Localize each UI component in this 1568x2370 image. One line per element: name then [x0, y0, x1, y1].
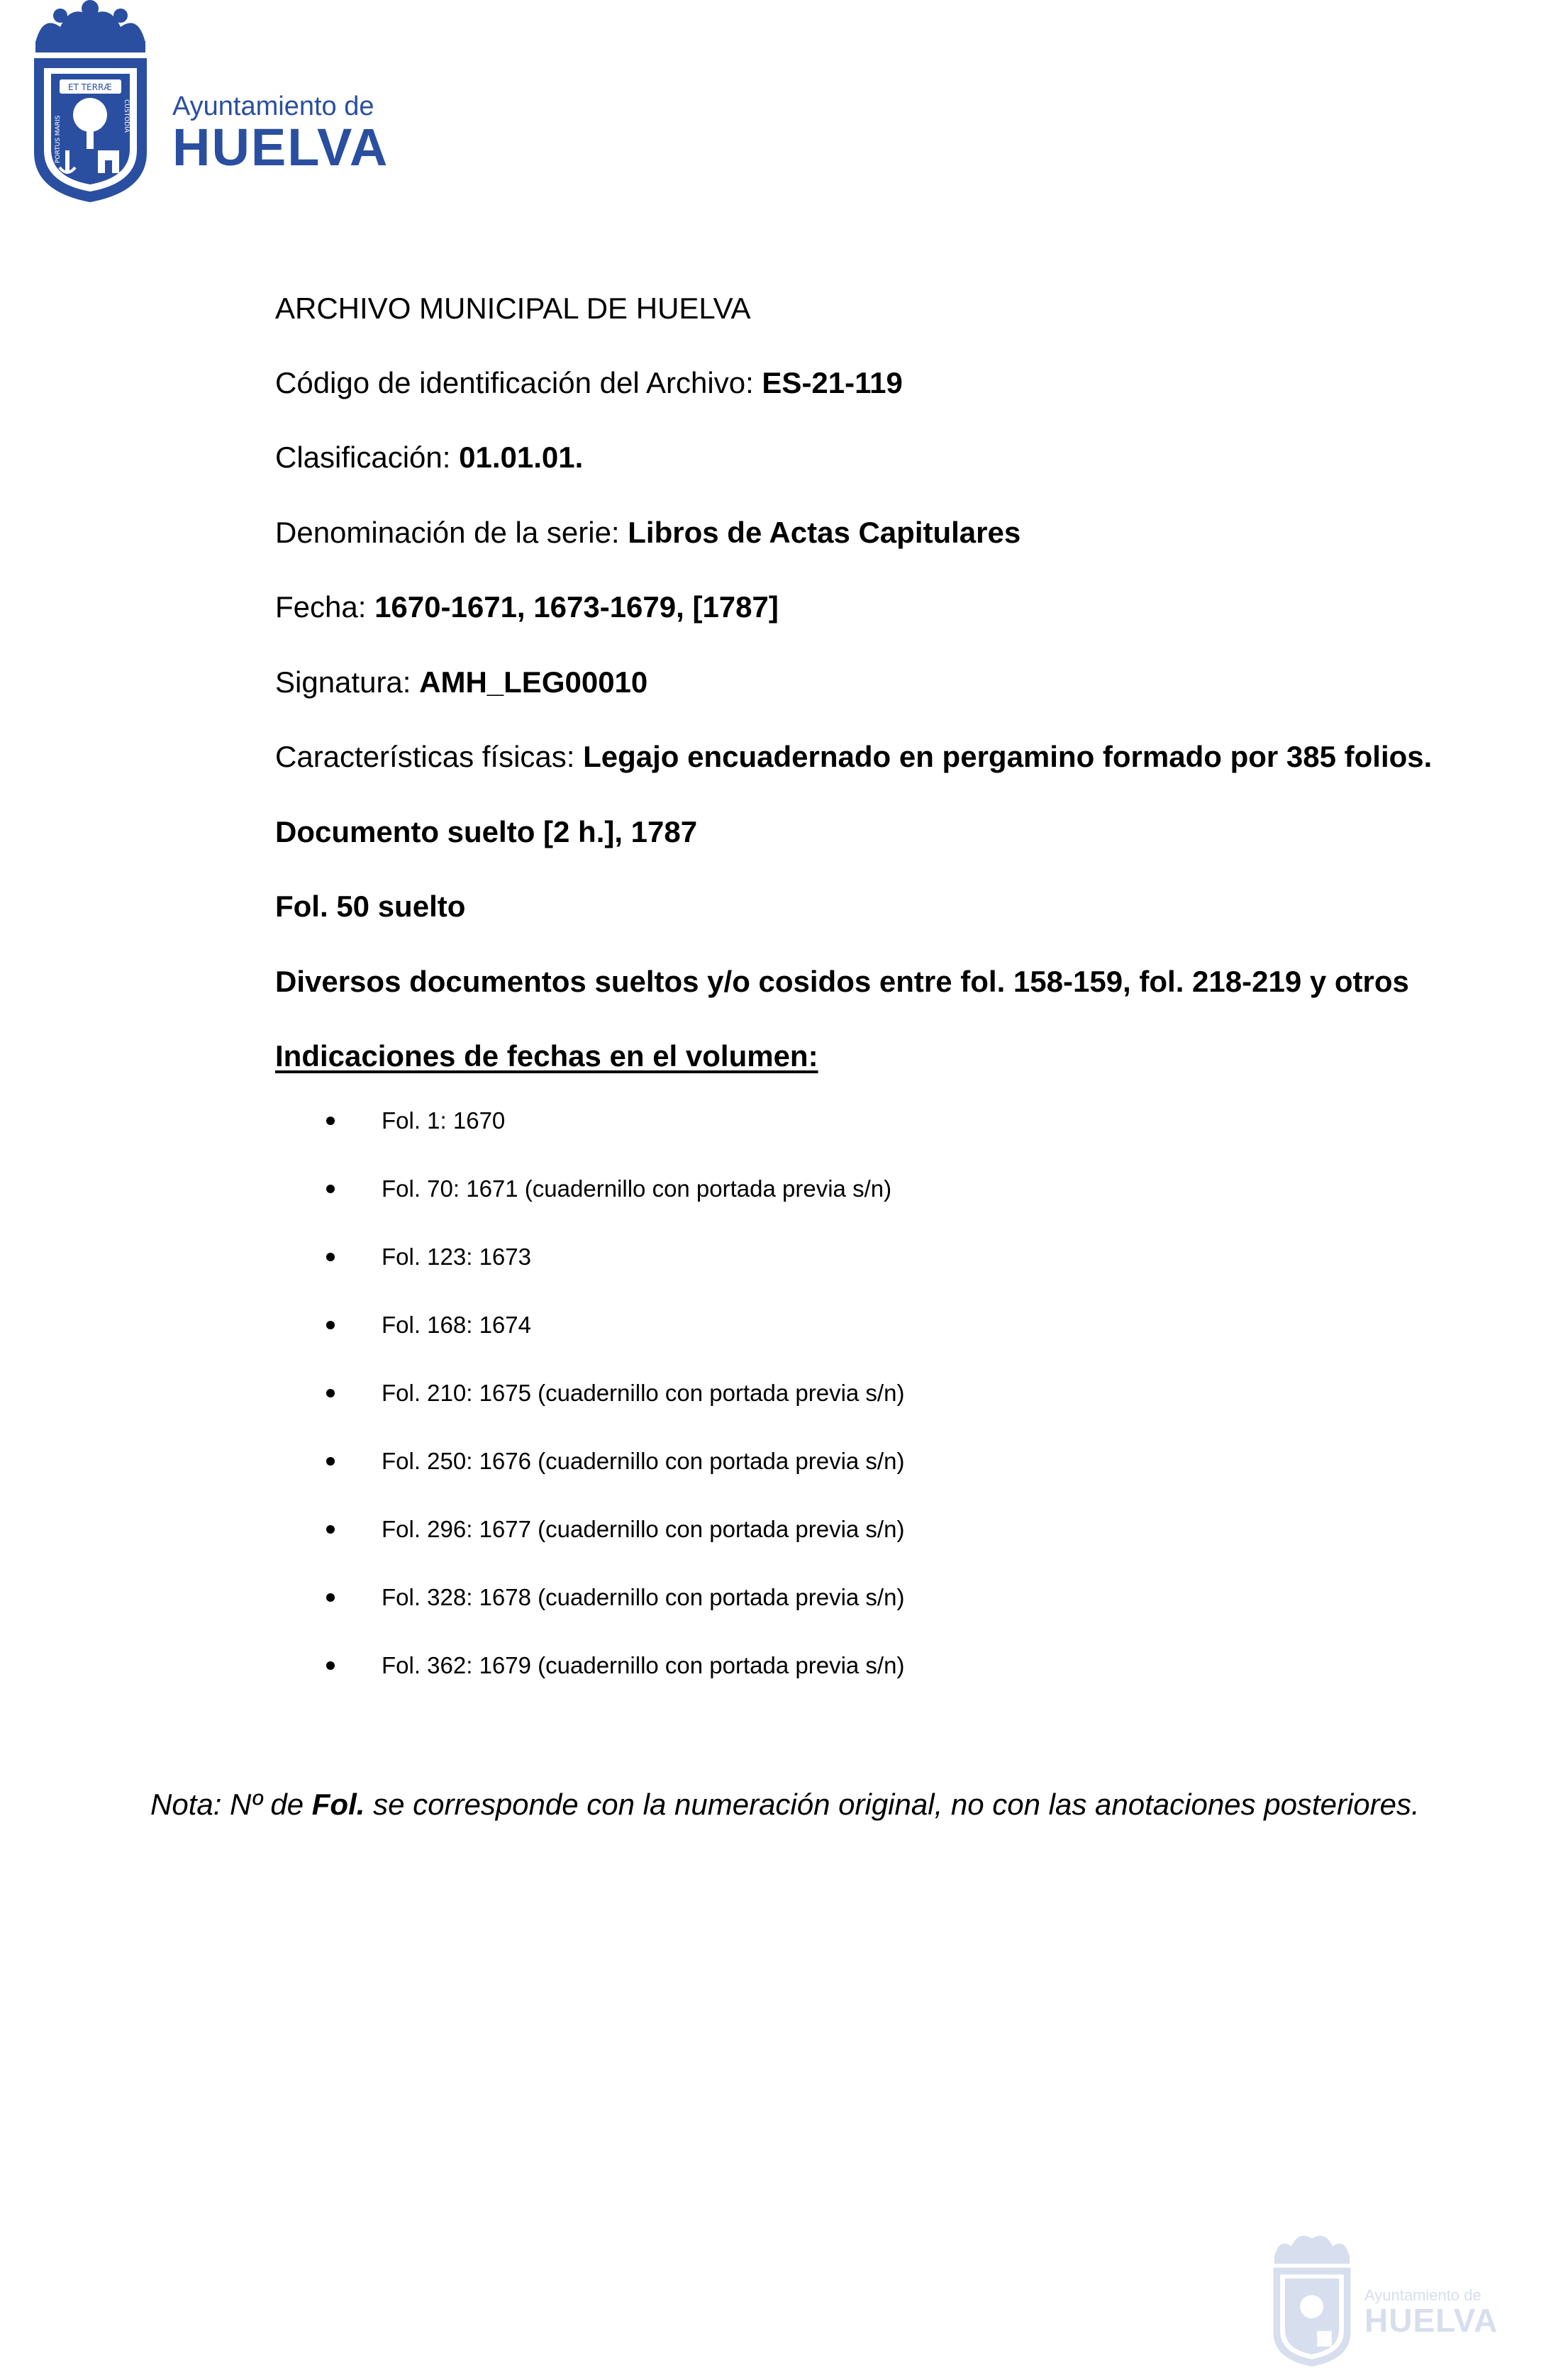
archive-code-label: Código de identificación del Archivo:	[275, 366, 762, 399]
series-value: Libros de Actas Capitulares	[628, 516, 1021, 549]
date-value: 1670-1671, 1673-1679, [1787]	[374, 590, 779, 624]
various-documents	[275, 964, 1409, 1000]
date-indications-list	[326, 1107, 904, 1720]
bullet-icon	[326, 1321, 335, 1329]
shield-banner-text: ET TERRÆ	[67, 82, 113, 92]
physical-value: Legajo encuadernado en pergamino formado por 385 folios.	[583, 740, 1433, 773]
list-item-text: Fol. 70: 1671 (cuadernillo con portada previa s/n)	[382, 1175, 892, 1202]
list-item-text: Fol. 210: 1675 (cuadernillo con portada previa s/n)	[382, 1380, 905, 1406]
bullet-icon	[326, 1525, 335, 1534]
archive-code-value: ES-21-119	[762, 366, 903, 399]
folio-50-note	[275, 889, 465, 924]
date-label: Fecha:	[275, 590, 375, 624]
archive-title: ARCHIVO MUNICIPAL DE HUELVA	[275, 292, 751, 325]
bullet-icon	[326, 1185, 335, 1193]
signature	[275, 665, 647, 700]
list-item	[326, 1515, 904, 1583]
bullet-icon	[326, 1457, 335, 1466]
physical-label: Características físicas:	[275, 740, 584, 773]
list-item	[326, 1447, 904, 1515]
bullet-icon	[326, 1593, 335, 1602]
folio-numbering-note	[150, 1788, 1420, 1822]
signature-value: AMH_LEG00010	[419, 665, 648, 699]
list-item-text: Fol. 328: 1678 (cuadernillo con portada previa s/n)	[382, 1584, 905, 1610]
loose-document	[275, 814, 697, 850]
archive-code	[275, 365, 903, 401]
classification	[275, 440, 583, 475]
footer-logo-subtitle: Ayuntamiento de	[1364, 2286, 1481, 2304]
list-item-text: Fol. 362: 1679 (cuadernillo con portada previa s/n)	[382, 1652, 905, 1678]
various-documents-text: Diversos documentos sueltos y/o cosidos entre fol. 158-159, fol. 218-219 y otros	[275, 965, 1409, 998]
note-prefix: Nota: Nº de	[150, 1788, 312, 1821]
bullet-icon	[326, 1253, 335, 1261]
series-name	[275, 515, 1021, 550]
bullet-icon	[326, 1117, 335, 1125]
bullet-icon	[326, 1661, 335, 1670]
folio-50-text: Fol. 50 suelto	[275, 890, 466, 923]
series-label: Denominación de la serie:	[275, 516, 628, 549]
signature-label: Signatura:	[275, 665, 420, 699]
logo-subtitle: Ayuntamiento de	[172, 92, 374, 122]
list-item	[326, 1311, 904, 1379]
list-item-text: Fol. 250: 1676 (cuadernillo con portada previa s/n)	[382, 1448, 905, 1474]
physical-characteristics	[275, 739, 1432, 775]
shield-left-text: PORTUS MARIS	[55, 115, 62, 163]
list-item	[326, 1379, 904, 1447]
list-item	[326, 1583, 904, 1651]
classification-value: 01.01.01.	[459, 441, 584, 474]
loose-document-text: Documento suelto [2 h.], 1787	[275, 815, 698, 848]
note-bold: Fol.	[311, 1788, 365, 1821]
note-suffix: se corresponde con la numeración original, no con las anotaciones posteriores.	[365, 1788, 1420, 1821]
indications-heading	[275, 1039, 818, 1074]
list-item-text: Fol. 168: 1674	[382, 1312, 531, 1338]
indications-heading-text: Indicaciones de fechas en el volumen:	[275, 1039, 818, 1073]
bullet-icon	[326, 1389, 335, 1397]
list-item	[326, 1107, 904, 1175]
list-item	[326, 1651, 904, 1720]
list-item	[326, 1175, 904, 1243]
list-item-text: Fol. 123: 1673	[382, 1244, 531, 1270]
coat-of-arms-icon	[1269, 2227, 1355, 2369]
logo-title: HUELVA	[172, 118, 389, 177]
shield-right-text: CUSTODIA	[123, 99, 130, 133]
ayuntamiento-logo	[28, 0, 389, 206]
footer-logo-watermark	[1269, 2227, 1498, 2369]
date-range	[275, 589, 779, 625]
list-item	[326, 1243, 904, 1311]
classification-label: Clasificación:	[275, 441, 460, 474]
coat-of-arms-icon	[28, 0, 152, 206]
list-item-text: Fol. 1: 1670	[382, 1107, 506, 1134]
footer-logo-title: HUELVA	[1364, 2301, 1499, 2339]
list-item-text: Fol. 296: 1677 (cuadernillo con portada previa s/n)	[382, 1516, 905, 1542]
